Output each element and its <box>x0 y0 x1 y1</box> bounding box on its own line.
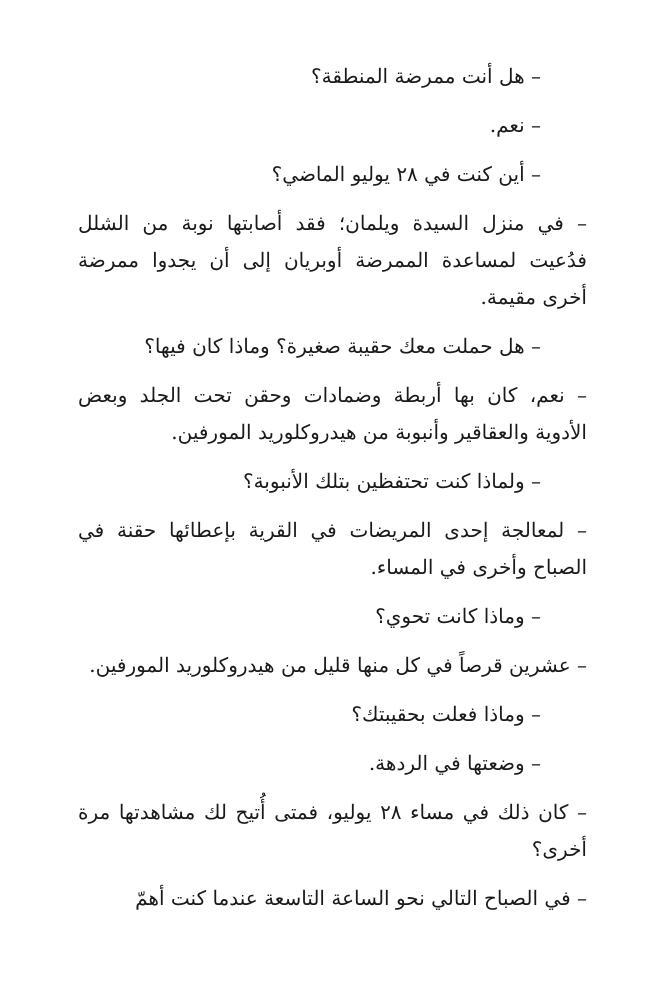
dialogue-line: – نعم. <box>489 113 541 137</box>
dialogue-line: – عشرين قرصاً في كل منها قليل من هيدروكلوريد المورفين. <box>89 653 587 677</box>
dialogue-line: – وماذا كانت تحوي؟ <box>375 604 541 628</box>
dialogue-line: – وماذا فعلت بحقيبتك؟ <box>351 702 541 726</box>
dialogue-line: – لمعالجة إحدى المريضات في القرية بإعطائها حقنة في الصباح وأخرى في المساء. <box>78 518 587 579</box>
dialogue-line: – هل حملت معك حقيبة صغيرة؟ وماذا كان فيها؟ <box>144 334 541 358</box>
dialogue-line: – ولماذا كنت تحتفظين بتلك الأنبوبة؟ <box>242 469 541 493</box>
dialogue-line: – في منزل السيدة ويلمان؛ فقد أصابتها نوبة من الشلل فدُعيت لمساعدة الممرضة أوبريان إلى أن يجدوا ممرضة أخرى مقيمة. <box>78 211 587 309</box>
dialogue-line: – أين كنت في ٢٨ يوليو الماضي؟ <box>271 162 541 186</box>
dialogue-line: – كان ذلك في مساء ٢٨ يوليو، فمتى أُتيح لك مشاهدتها مرة أخرى؟ <box>78 800 587 861</box>
dialogue-line: – وضعتها في الردهة. <box>368 751 541 775</box>
dialogue-line: – في الصباح التالي نحو الساعة التاسعة عندما كنت أهمّ <box>135 886 587 910</box>
dialogue-text <box>78 58 587 929</box>
dialogue-line: – نعم، كان بها أربطة وضمادات وحقن تحت الجلد وبعض الأدوية والعقاقير وأنبوبة من هيدروكلوريد المورفين. <box>78 383 587 444</box>
dialogue-line: – هل أنت ممرضة المنطقة؟ <box>310 64 541 88</box>
